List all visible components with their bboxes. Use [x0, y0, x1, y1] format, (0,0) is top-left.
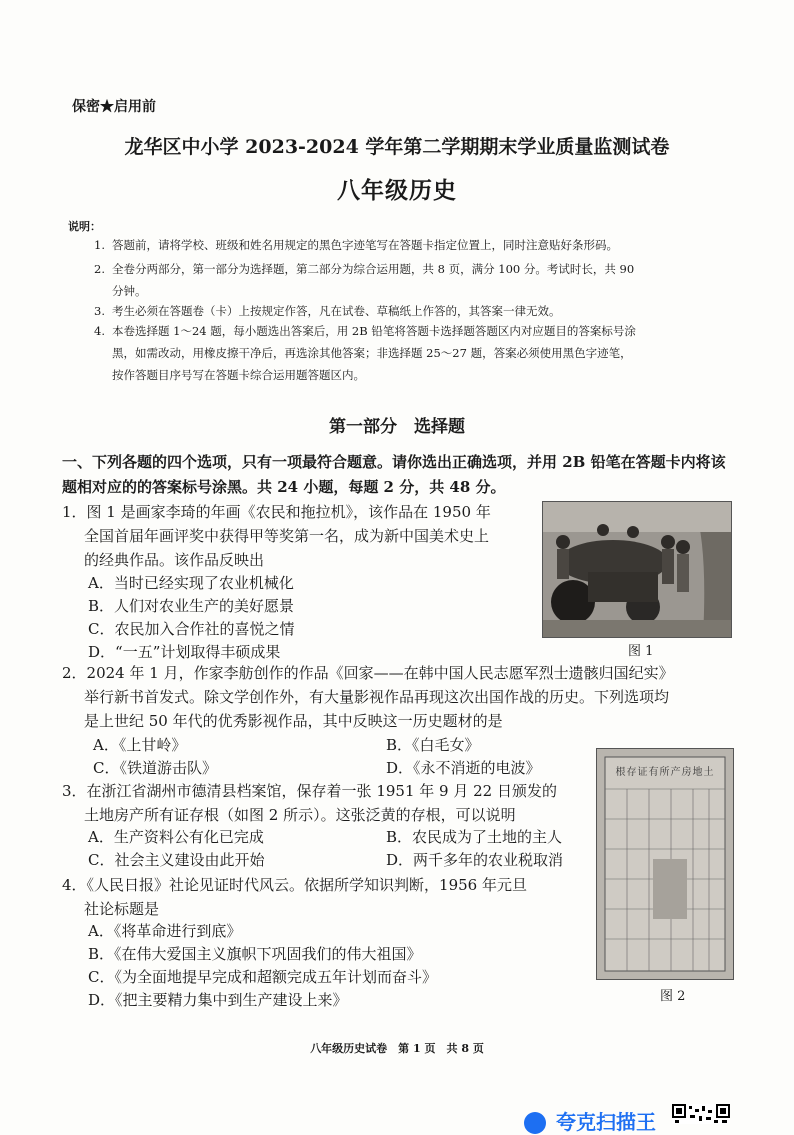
q1-option-a[interactable]: A．当时已经实现了农业机械化: [88, 574, 294, 592]
q2-option-d[interactable]: D．《永不消逝的电波》: [386, 759, 541, 777]
q3-option-c[interactable]: C．社会主义建设由此开始: [88, 851, 265, 869]
question-2: 2．2024 年 1 月，作家李舫创作的作品《回家——在韩中国人民志愿军烈士遗骸归国纪实》 举行新书首发式。除文学创作外，有大量影视作品再现这次出国作战的历史。下列选项均 是上世纪 50 年代的优秀影视作品，其中反映这一历史题材的是: [62, 664, 674, 730]
q4-option-c[interactable]: C．《为全面地提早完成和超额完成五年计划而奋斗》: [88, 968, 437, 986]
subject-title: 八年级历史: [337, 177, 457, 204]
q3-option-d[interactable]: D．两千多年的农业税取消: [386, 851, 564, 869]
qr-code-icon: [672, 1104, 730, 1124]
exam-title: 龙华区中小学 2023-2024 学年第二学期期末学业质量监测试卷: [124, 136, 670, 158]
q4-option-a[interactable]: A．《将革命进行到底》: [88, 922, 242, 940]
figure-1-caption: 图 1: [628, 644, 654, 659]
page-footer: 八年级历史试卷 第 1 页 共 8 页: [310, 1042, 484, 1055]
instruction-item: 4. 本卷选择题 1～24 题，每小题选出答案后，用 2B 铅笔将答题卡选择题答题区内对应题目的答案标号涂 黑，如需改动，用橡皮擦干净后，再选涂其他答案；非选择题 25～27 题，答案必须使用黑色字迹笔， 按作答题目序号写在答题卡综合运用题答题区内。: [94, 324, 636, 382]
part-heading: 第一部分 选择题: [329, 417, 465, 437]
q2-option-c[interactable]: C．《铁道游击队》: [93, 759, 217, 777]
section-instructions: 一、下列各题的四个选项，只有一项最符合题意。请你选出正确选项，并用 2B 铅笔在答题卡内将该题相对应的的答案标号涂黑。共 24 小题，每题 2 分，共 48 分。: [62, 453, 726, 496]
figure-2-header-text: 根存证有所产房地土: [615, 767, 715, 778]
q2-option-b[interactable]: B．《白毛女》: [386, 736, 480, 754]
q1-option-c[interactable]: C．农民加入合作社的喜悦之情: [88, 620, 295, 638]
q1-option-d[interactable]: D．“一五”计划取得丰硕成果: [88, 643, 281, 661]
question-3: 3．在浙江省湖州市德清县档案馆，保存着一张 1951 年 9 月 22 日颁发的 土地房产所有证存根（如图 2 所示）。这张泛黄的存根，可以说明: [62, 782, 557, 824]
instruction-item: 2. 全卷分两部分，第一部分为选择题，第二部分为综合运用题，共 8 页，满分 100 分。考试时长，共 90 分钟。: [94, 262, 635, 298]
figure-1-image: [542, 501, 732, 638]
instruction-item: 3. 考生必须在答题卷（卡）上按规定作答，凡在试卷、草稿纸上作答的，其答案一律无效。: [94, 304, 561, 318]
q3-option-b[interactable]: B．农民成为了土地的主人: [386, 828, 563, 846]
q4-option-b[interactable]: B．《在伟大爱国主义旗帜下巩固我们的伟大祖国》: [88, 945, 422, 963]
instruction-item: 1. 答题前，请将学校、班级和姓名用规定的黑色字迹笔写在答题卡指定位置上，同时注意贴好条形码。: [94, 238, 618, 252]
confidential-label: 保密★启用前: [72, 99, 156, 115]
figure-2-caption: 图 2: [660, 989, 686, 1004]
scanner-watermark: 夸克扫描王: [556, 1110, 656, 1134]
question-4: 4．《人民日报》社论见证时代风云。依据所学知识判断，1956 年元旦 社论标题是: [62, 876, 527, 918]
instructions-label: 说明：: [68, 220, 101, 233]
q3-option-a[interactable]: A．生产资料公有化已完成: [88, 828, 264, 846]
question-1: 1．图 1 是画家李琦的年画《农民和拖拉机》，该作品在 1950 年 全国首届年画评奖中获得甲等奖第一名，成为新中国美术史上 的经典作品。该作品反映出: [62, 503, 491, 569]
q2-option-a[interactable]: A．《上甘岭》: [93, 736, 187, 754]
figure-2-image: [596, 748, 734, 980]
q4-option-d[interactable]: D．《把主要精力集中到生产建设上来》: [88, 991, 348, 1009]
scanner-logo-icon: [524, 1112, 546, 1134]
q1-option-b[interactable]: B．人们对农业生产的美好愿景: [88, 597, 295, 615]
